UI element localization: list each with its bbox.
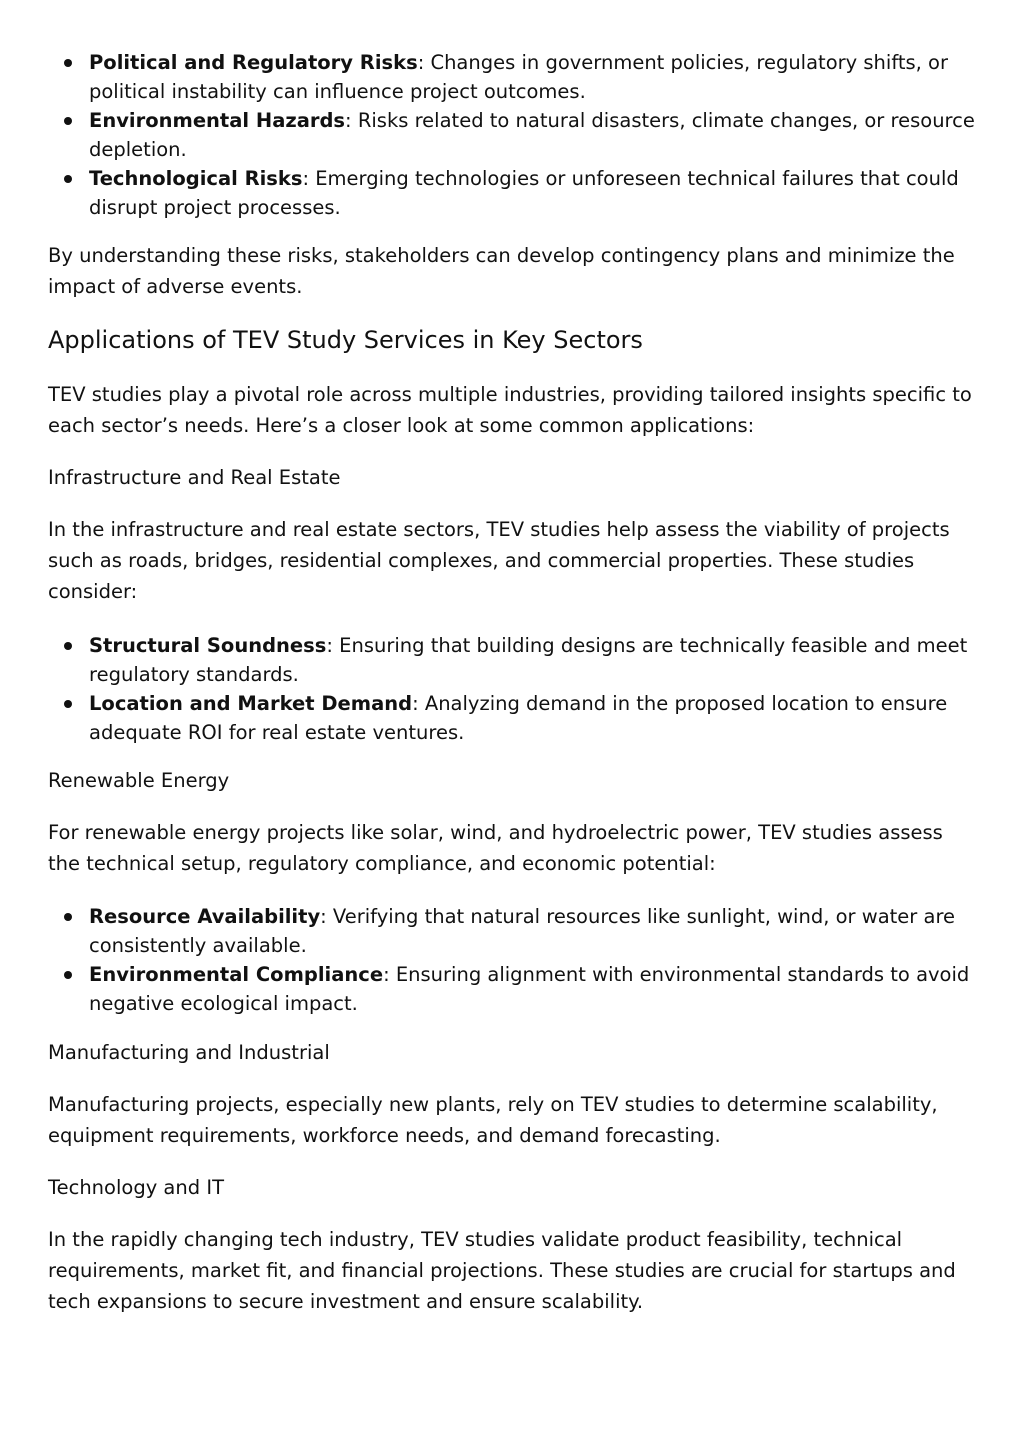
technology-paragraph: In the rapidly changing tech industry, TEV studies validate product feasibility, technical requirements, market fit, and financial projections. These studies are crucial for startups and tech expansions to secure investment and ensure scalability. [48,1228,956,1313]
bullet-icon [64,117,72,125]
list-item [48,164,978,222]
list-item-desc: : Analyzing demand in the proposed location to ensure adequate ROI for real estate ventures. [89,692,948,744]
infrastructure-list [48,631,978,747]
list-item [48,48,978,106]
list-item-term: Environmental Hazards [89,109,346,132]
bullet-icon [64,175,72,183]
list-item-desc: : Changes in government policies, regulatory shifts, or political instability can influence project outcomes. [89,51,948,103]
list-item-desc: : Risks related to natural disasters, climate changes, or resource depletion. [89,109,975,161]
list-item-term: Political and Regulatory Risks [89,51,418,74]
technology-heading: Technology and IT [48,1176,224,1199]
manufacturing-paragraph: Manufacturing projects, especially new plants, rely on TEV studies to determine scalability, equipment requirements, workforce needs, and demand forecasting. [48,1093,938,1147]
bullet-icon [64,642,72,650]
list-item-term: Environmental Compliance [89,963,384,986]
list-item [48,106,978,164]
list-item-term: Structural Soundness [89,634,327,657]
list-item [48,631,978,689]
infrastructure-heading: Infrastructure and Real Estate [48,466,341,489]
bullet-icon [64,700,72,708]
risk-list [48,48,978,222]
manufacturing-heading: Manufacturing and Industrial [48,1041,330,1064]
list-item [48,689,978,747]
list-item-term: Technological Risks [89,167,303,190]
infrastructure-paragraph: In the infrastructure and real estate sectors, TEV studies help assess the viability of projects such as roads, bridges, residential complexes, and commercial properties. These studies consider: [48,518,950,603]
list-item-desc: : Emerging technologies or unforeseen technical failures that could disrupt project processes. [89,167,959,219]
section-heading: Applications of TEV Study Services in Key Sectors [48,326,643,354]
list-item-term: Resource Availability [89,905,321,928]
list-item-desc: : Verifying that natural resources like sunlight, wind, or water are consistently available. [89,905,956,957]
bullet-icon [64,971,72,979]
renewable-list [48,902,978,1018]
list-item-term: Location and Market Demand [89,692,413,715]
risks-summary-paragraph: By understanding these risks, stakeholders can develop contingency plans and minimize the impact of adverse events. [48,244,955,298]
list-item [48,960,978,1018]
bullet-icon [64,913,72,921]
renewable-paragraph: For renewable energy projects like solar, wind, and hydroelectric power, TEV studies assess the technical setup, regulatory compliance, and economic potential: [48,821,943,875]
list-item-desc: : Ensuring alignment with environmental standards to avoid negative ecological impact. [89,963,970,1015]
renewable-heading: Renewable Energy [48,769,230,792]
bullet-icon [64,59,72,67]
intro-paragraph: TEV studies play a pivotal role across multiple industries, providing tailored insights specific to each sector’s needs. Here’s a closer look at some common applications: [48,383,972,437]
list-item [48,902,978,960]
list-item-desc: : Ensuring that building designs are technically feasible and meet regulatory standards. [89,634,968,686]
